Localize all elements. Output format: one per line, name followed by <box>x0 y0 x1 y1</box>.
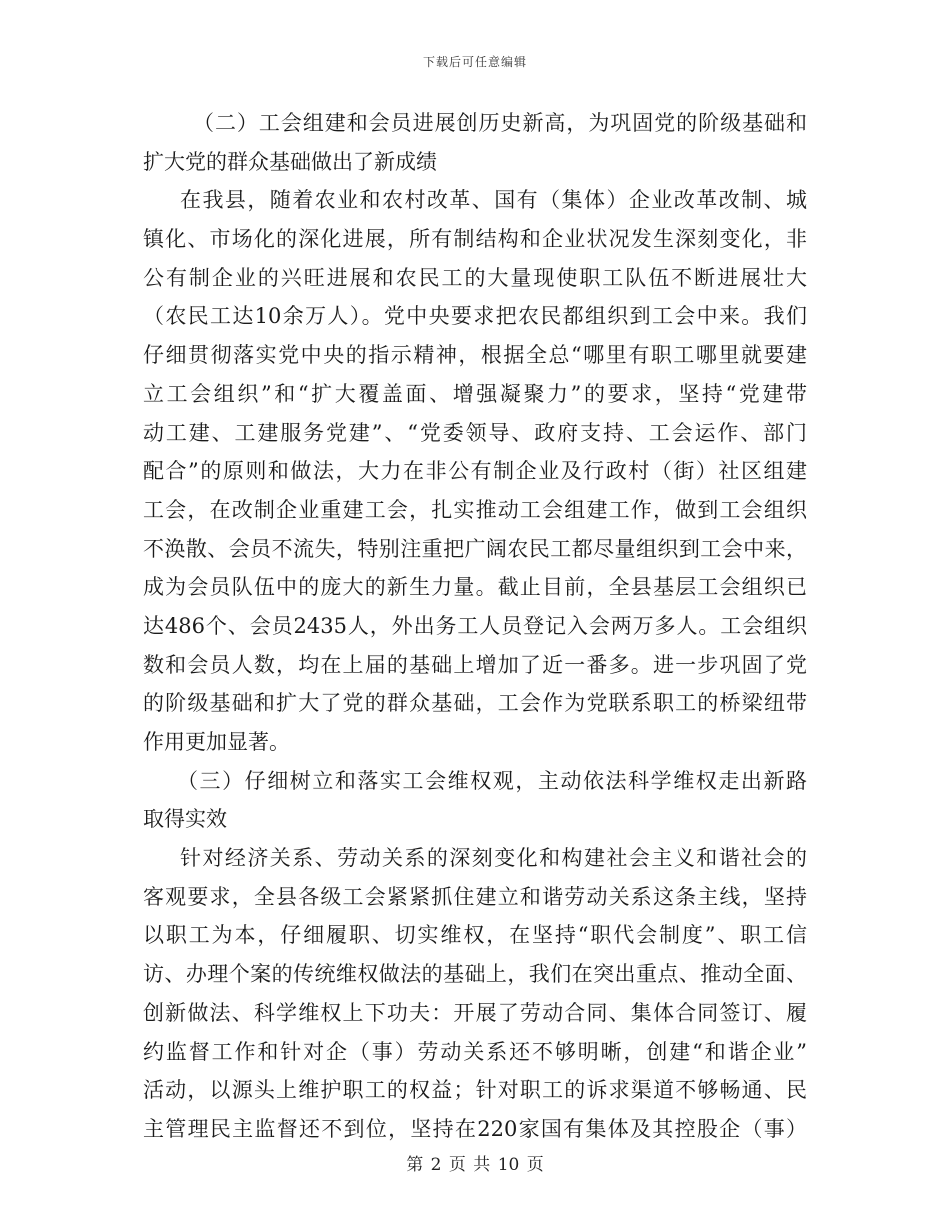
document-body <box>143 104 807 1149</box>
text-line: 镇化、市场化的深化进展，所有制结构和企业状况发生深刻变化，非 <box>143 227 807 252</box>
text-line: 的阶级基础和扩大了党的群众基础，工会作为党联系职工的桥梁纽带 <box>143 691 807 716</box>
text-line: 在我县，随着农业和农村改革、国有（集体）企业改革改制、城 <box>180 188 807 213</box>
text-line: 访、办理个案的传统维权做法的基础上，我们在突出重点、推动全面、 <box>143 962 807 987</box>
page-footer: 第 2 页 共 10 页 <box>406 1155 544 1175</box>
text-line: 活动，以源头上维护职工的权益；针对职工的诉求渠道不够畅通、民 <box>143 1078 807 1103</box>
text-line: （农民工达10余万人）。党中央要求把农民都组织到工会中来。我们 <box>143 304 807 329</box>
page-header: 下载后可任意编辑 <box>422 55 527 69</box>
text-line: 以职工为本，仔细履职、切实维权，在坚持“职代会制度”、职工信 <box>143 923 807 948</box>
text-line: 主管理民主监督还不到位，坚持在220家国有集体及其控股企（事） <box>143 1116 807 1141</box>
text-line: 数和会员人数，均在上届的基础上增加了近一番多。进一步巩固了党 <box>143 652 807 677</box>
text-line: 创新做法、科学维权上下功夫：开展了劳动合同、集体合同签订、履 <box>143 1000 807 1025</box>
text-line: 工会，在改制企业重建工会，扎实推动工会组建工作，做到工会组织 <box>143 497 807 522</box>
text-line: 立工会组织”和“扩大覆盖面、增强凝聚力”的要求，坚持“党建带 <box>143 381 807 406</box>
text-line: 针对经济关系、劳动关系的深刻变化和构建社会主义和谐社会的 <box>180 846 807 871</box>
text-line: （二）工会组建和会员进展创历史新高，为巩固党的阶级基础和 <box>193 111 807 135</box>
text-line: 约监督工作和针对企（事）劳动关系还不够明晰，创建“和谐企业” <box>143 1039 807 1064</box>
text-line: 公有制企业的兴旺进展和农民工的大量现使职工队伍不断进展壮大 <box>143 265 807 290</box>
text-line: 不涣散、会员不流失，特别注重把广阔农民工都尽量组织到工会中来， <box>143 536 807 561</box>
text-line: 客观要求，全县各级工会紧紧抓住建立和谐劳动关系这条主线，坚持 <box>143 884 807 909</box>
text-line: 成为会员队伍中的庞大的新生力量。截止目前，全县基层工会组织已 <box>143 575 807 600</box>
text-line: 扩大党的群众基础做出了新成绩 <box>143 149 437 174</box>
text-line: （三）仔细树立和落实工会维权观，主动依法科学维权走出新路 <box>177 768 807 793</box>
text-line: 配合”的原则和做法，大力在非公有制企业及行政村（街）社区组建 <box>143 459 807 484</box>
text-line: 取得实效 <box>143 807 227 832</box>
text-line: 达486个、会员2435人，外出务工人员登记入会两万多人。工会组织 <box>143 613 807 638</box>
text-line: 作用更加显著。 <box>143 730 290 754</box>
text-line: 动工建、工建服务党建”、“党委领导、政府支持、工会运作、部门 <box>143 420 807 445</box>
text-line: 仔细贯彻落实党中央的指示精神，根据全总“哪里有职工哪里就要建 <box>143 343 807 368</box>
